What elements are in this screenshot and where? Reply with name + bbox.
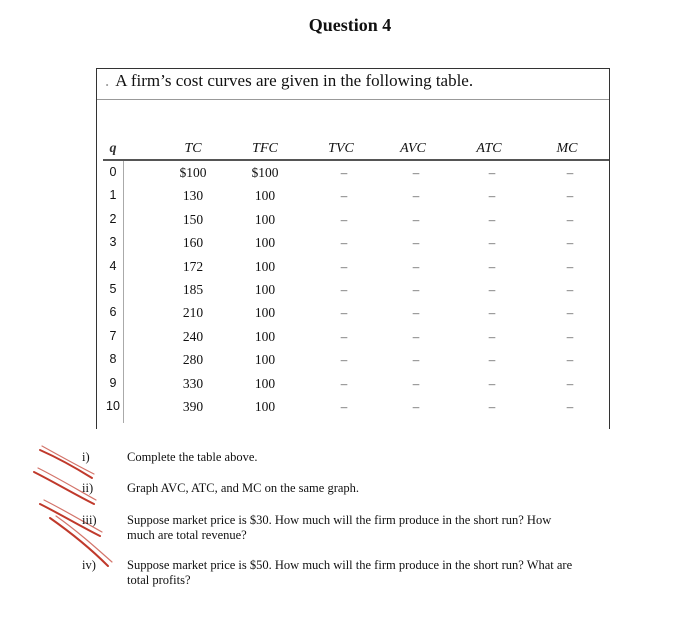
intro-text: A firm’s cost curves are given in the following table. [115, 71, 474, 90]
cell-tc: 280 [182, 352, 204, 368]
cell-blank: – [412, 211, 420, 227]
question-text: Graph AVC, ATC, and MC on the same graph. [127, 481, 360, 495]
cell-q: 5 [109, 282, 117, 296]
cell-blank: – [566, 282, 574, 297]
cell-blank: – [566, 352, 574, 368]
table-frame [96, 68, 610, 429]
cell-tfc: 100 [254, 188, 276, 204]
cell-tc: 330 [182, 375, 204, 391]
cell-q: 1 [109, 188, 117, 203]
cell-blank: – [412, 399, 420, 414]
cell-blank: – [488, 328, 496, 344]
cell-blank: – [340, 305, 348, 321]
cell-blank: – [412, 282, 420, 297]
question-number: ii) [82, 481, 94, 495]
cell-blank: – [488, 375, 496, 391]
cell-blank: – [566, 375, 574, 391]
cell-blank: – [340, 375, 348, 391]
cell-blank: – [412, 352, 420, 368]
cell-blank: – [412, 165, 420, 180]
cell-blank: – [488, 399, 496, 414]
cell-q: 8 [109, 352, 117, 367]
cell-tfc: 100 [254, 352, 276, 368]
cell-q: 0 [109, 165, 117, 179]
cell-blank: – [566, 399, 574, 414]
cell-tc: $100 [179, 165, 207, 180]
check-mark-icon [46, 514, 116, 570]
cell-blank: – [340, 188, 348, 204]
cell-blank: – [488, 235, 496, 251]
cell-blank: – [566, 165, 574, 180]
header-rule [103, 159, 609, 161]
cell-blank: – [488, 258, 496, 274]
intro-line [105, 71, 473, 91]
cell-tfc: 100 [254, 375, 276, 391]
intro-rule [97, 99, 609, 100]
cell-blank: – [412, 235, 420, 251]
cell-blank: – [340, 165, 348, 180]
cell-blank: – [340, 399, 348, 414]
cell-tfc: $100 [251, 165, 279, 180]
bullet-dot: . [105, 71, 110, 90]
cell-blank: – [340, 328, 348, 344]
cell-blank: – [488, 352, 496, 368]
header-tfc: TFC [252, 141, 278, 156]
cell-tfc: 100 [254, 282, 276, 297]
cell-tfc: 100 [254, 328, 276, 344]
cell-blank: – [340, 352, 348, 368]
cell-q: 6 [109, 305, 117, 320]
question-text: Suppose market price is $30. How much will the firm produce in the short run? How [127, 513, 552, 527]
question-number: iv) [82, 558, 96, 572]
cell-blank: – [488, 282, 496, 297]
cell-q: 2 [109, 211, 117, 226]
cell-tfc: 100 [254, 399, 276, 414]
question-number: i) [82, 450, 90, 464]
cell-blank: – [566, 328, 574, 344]
cell-q: 4 [109, 258, 117, 273]
cell-tc: 172 [182, 258, 204, 274]
cell-blank: – [412, 258, 420, 274]
cell-blank: – [488, 165, 496, 180]
question-title: Question 4 [308, 15, 392, 35]
cell-blank: – [340, 211, 348, 227]
cell-blank: – [566, 258, 574, 274]
cell-q: 10 [106, 399, 120, 413]
cell-blank: – [488, 305, 496, 321]
cell-tfc: 100 [254, 258, 276, 274]
cell-blank: – [566, 188, 574, 204]
question-text: Suppose market price is $50. How much will the firm produce in the short run? What are [127, 558, 573, 572]
question-number: iii) [82, 513, 97, 527]
cell-blank: – [340, 235, 348, 251]
header-mc: MC [556, 141, 578, 156]
question-text: Complete the table above. [127, 450, 258, 464]
cell-tc: 150 [182, 211, 204, 227]
cell-q: 7 [109, 328, 117, 343]
header-q: q [109, 141, 117, 156]
header-avc: AVC [400, 141, 426, 156]
question-text-continued: much are total revenue? [127, 528, 247, 542]
cell-tc: 160 [182, 235, 204, 251]
cell-tc: 185 [182, 282, 204, 297]
cell-tfc: 100 [254, 305, 276, 321]
header-atc: ATC [476, 141, 502, 156]
cell-blank: – [488, 188, 496, 204]
header-tc: TC [184, 141, 202, 156]
cell-blank: – [566, 211, 574, 227]
cell-blank: – [340, 258, 348, 274]
cell-tc: 210 [182, 305, 204, 321]
cell-tfc: 100 [254, 235, 276, 251]
cell-blank: – [340, 282, 348, 297]
cell-blank: – [412, 328, 420, 344]
cell-tc: 130 [182, 188, 204, 204]
cell-tfc: 100 [254, 211, 276, 227]
cell-tc: 390 [182, 399, 204, 414]
cell-blank: – [566, 305, 574, 321]
cell-blank: – [488, 211, 496, 227]
cell-blank: – [412, 188, 420, 204]
cell-blank: – [566, 235, 574, 251]
header-tvc: TVC [328, 141, 354, 156]
question-text-continued: total profits? [127, 573, 191, 587]
cell-blank: – [412, 375, 420, 391]
cell-q: 9 [109, 375, 117, 390]
cell-tc: 240 [182, 328, 204, 344]
cell-blank: – [412, 305, 420, 321]
cell-q: 3 [109, 235, 117, 250]
